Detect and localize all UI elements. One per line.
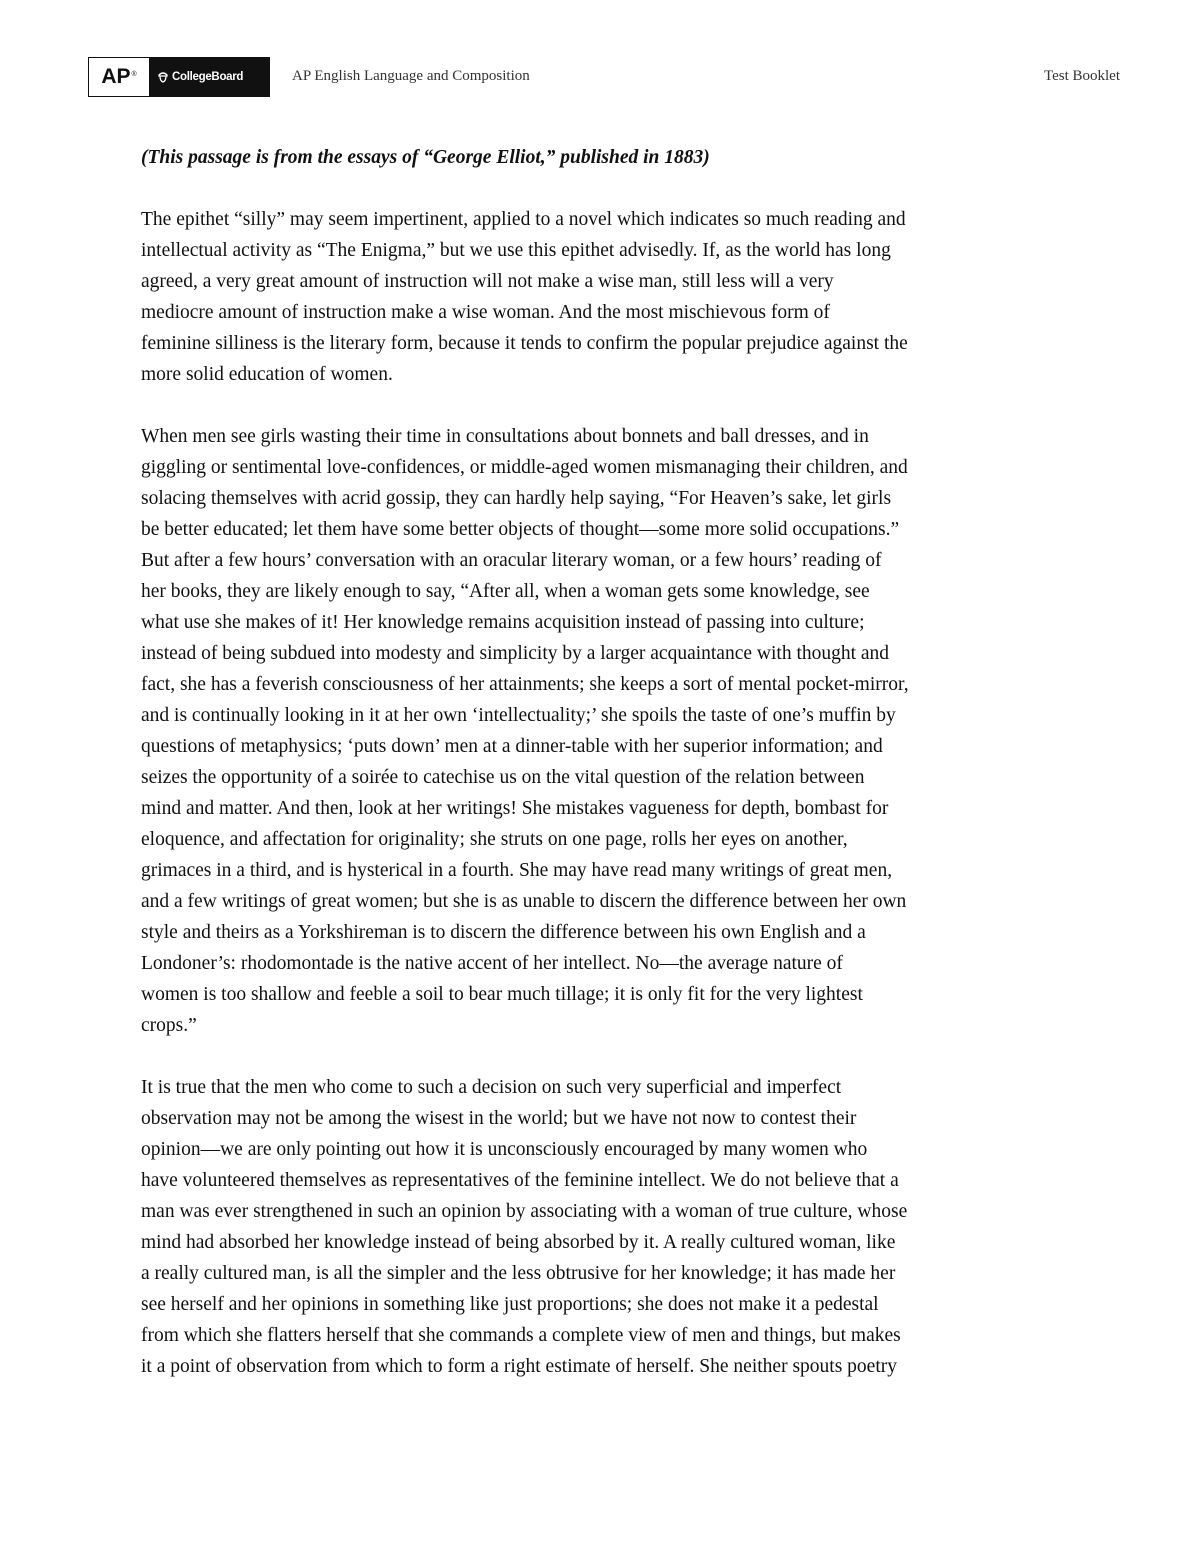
- text-line: Londoner’s: rhodomontade is the native accent of her intellect. No—the average nature of: [141, 953, 843, 974]
- text-line: giggling or sentimental love-confidences, or middle-aged women mismanaging their children, and: [141, 457, 908, 478]
- acorn-icon: [157, 71, 169, 83]
- passage-source: (This passage is from the essays of “George Elliot,” published in 1883): [141, 147, 710, 168]
- text-line: questions of metaphysics; ‘puts down’ men at a dinner-table with her superior information; and: [141, 736, 883, 757]
- registered-mark: ®: [131, 70, 137, 78]
- text-line: The epithet “silly” may seem impertinent, applied to a novel which indicates so much reading and: [141, 209, 906, 230]
- text-line: opinion—we are only pointing out how it is unconsciously encouraged by many women who: [141, 1139, 868, 1160]
- text-line: instead of being subdued into modesty and simplicity by a larger acquaintance with thought and: [141, 643, 890, 664]
- text-line: But after a few hours’ conversation with an oracular literary woman, or a few hours’ reading of: [141, 550, 882, 571]
- passage: [141, 142, 1071, 1413]
- text-line: mediocre amount of instruction make a wise woman. And the most mischievous form of: [141, 302, 830, 323]
- text-line: seizes the opportunity of a soirée to catechise us on the vital question of the relation between: [141, 767, 865, 788]
- text-line: more solid education of women.: [141, 364, 393, 385]
- header-title: AP English Language and Composition: [292, 68, 530, 84]
- ap-collegeboard-logo: [88, 57, 270, 97]
- page-header: [88, 57, 1120, 99]
- paragraph-2: [141, 421, 1071, 1041]
- text-line: what use she makes of it! Her knowledge remains acquisition instead of passing into culture;: [141, 612, 865, 633]
- collegeboard-logo: [149, 58, 269, 96]
- text-line: women is too shallow and feeble a soil to bear much tillage; it is only fit for the very lightest: [141, 984, 863, 1005]
- paragraph-3: [141, 1072, 1071, 1382]
- text-line: from which she flatters herself that she commands a complete view of men and things, but makes: [141, 1325, 901, 1346]
- text-line: style and theirs as a Yorkshireman is to discern the difference between his own English and a: [141, 922, 866, 943]
- text-line: feminine silliness is the literary form, because it tends to confirm the popular prejudice against the: [141, 333, 908, 354]
- text-line: eloquence, and affectation for originality; she struts on one page, rolls her eyes on another,: [141, 829, 848, 850]
- text-line: It is true that the men who come to such a decision on such very superficial and imperfect: [141, 1077, 842, 1098]
- text-line: be better educated; let them have some better objects of thought—some more solid occupations.”: [141, 519, 900, 540]
- ap-logo: [89, 58, 149, 96]
- ap-logo-text: AP: [101, 65, 131, 88]
- test-booklet-label: Test Booklet: [1043, 68, 1120, 84]
- text-line: mind had absorbed her knowledge instead of being absorbed by it. A really cultured woman, like: [141, 1232, 896, 1253]
- text-line: When men see girls wasting their time in consultations about bonnets and ball dresses, and in: [141, 426, 869, 447]
- text-line: and is continually looking in it at her own ‘intellectuality;’ she spoils the taste of one’s muffin by: [141, 705, 896, 726]
- text-line: it a point of observation from which to form a right estimate of herself. She neither spouts poetry: [141, 1356, 897, 1377]
- text-line: and a few writings of great women; but she is as unable to discern the difference between her own: [141, 891, 907, 912]
- text-line: observation may not be among the wisest in the world; but we have not now to contest their: [141, 1108, 857, 1129]
- collegeboard-logo-text: CollegeBoard: [172, 71, 244, 83]
- text-line: grimaces in a third, and is hysterical in a fourth. She may have read many writings of great men,: [141, 860, 893, 881]
- text-line: have volunteered themselves as representatives of the feminine intellect. We do not believe that a: [141, 1170, 899, 1191]
- text-line: see herself and her opinions in something like just proportions; she does not make it a pedestal: [141, 1294, 879, 1315]
- text-line: mind and matter. And then, look at her writings! She mistakes vagueness for depth, bombast for: [141, 798, 889, 819]
- paragraph-1: [141, 204, 1071, 390]
- text-line: agreed, a very great amount of instruction will not make a wise man, still less will a very: [141, 271, 834, 292]
- text-line: a really cultured man, is all the simpler and the less obtrusive for her knowledge; it has made her: [141, 1263, 896, 1284]
- text-line: her books, they are likely enough to say, “After all, when a woman gets some knowledge, see: [141, 581, 870, 602]
- text-line: man was ever strengthened in such an opinion by associating with a woman of true culture, whose: [141, 1201, 908, 1222]
- text-line: intellectual activity as “The Enigma,” but we use this epithet advisedly. If, as the world has long: [141, 240, 891, 261]
- text-line: fact, she has a feverish consciousness of her attainments; she keeps a sort of mental pocket-mirror,: [141, 674, 909, 695]
- text-line: solacing themselves with acrid gossip, they can hardly help saying, “For Heaven’s sake, let girls: [141, 488, 892, 509]
- text-line: crops.”: [141, 1015, 197, 1036]
